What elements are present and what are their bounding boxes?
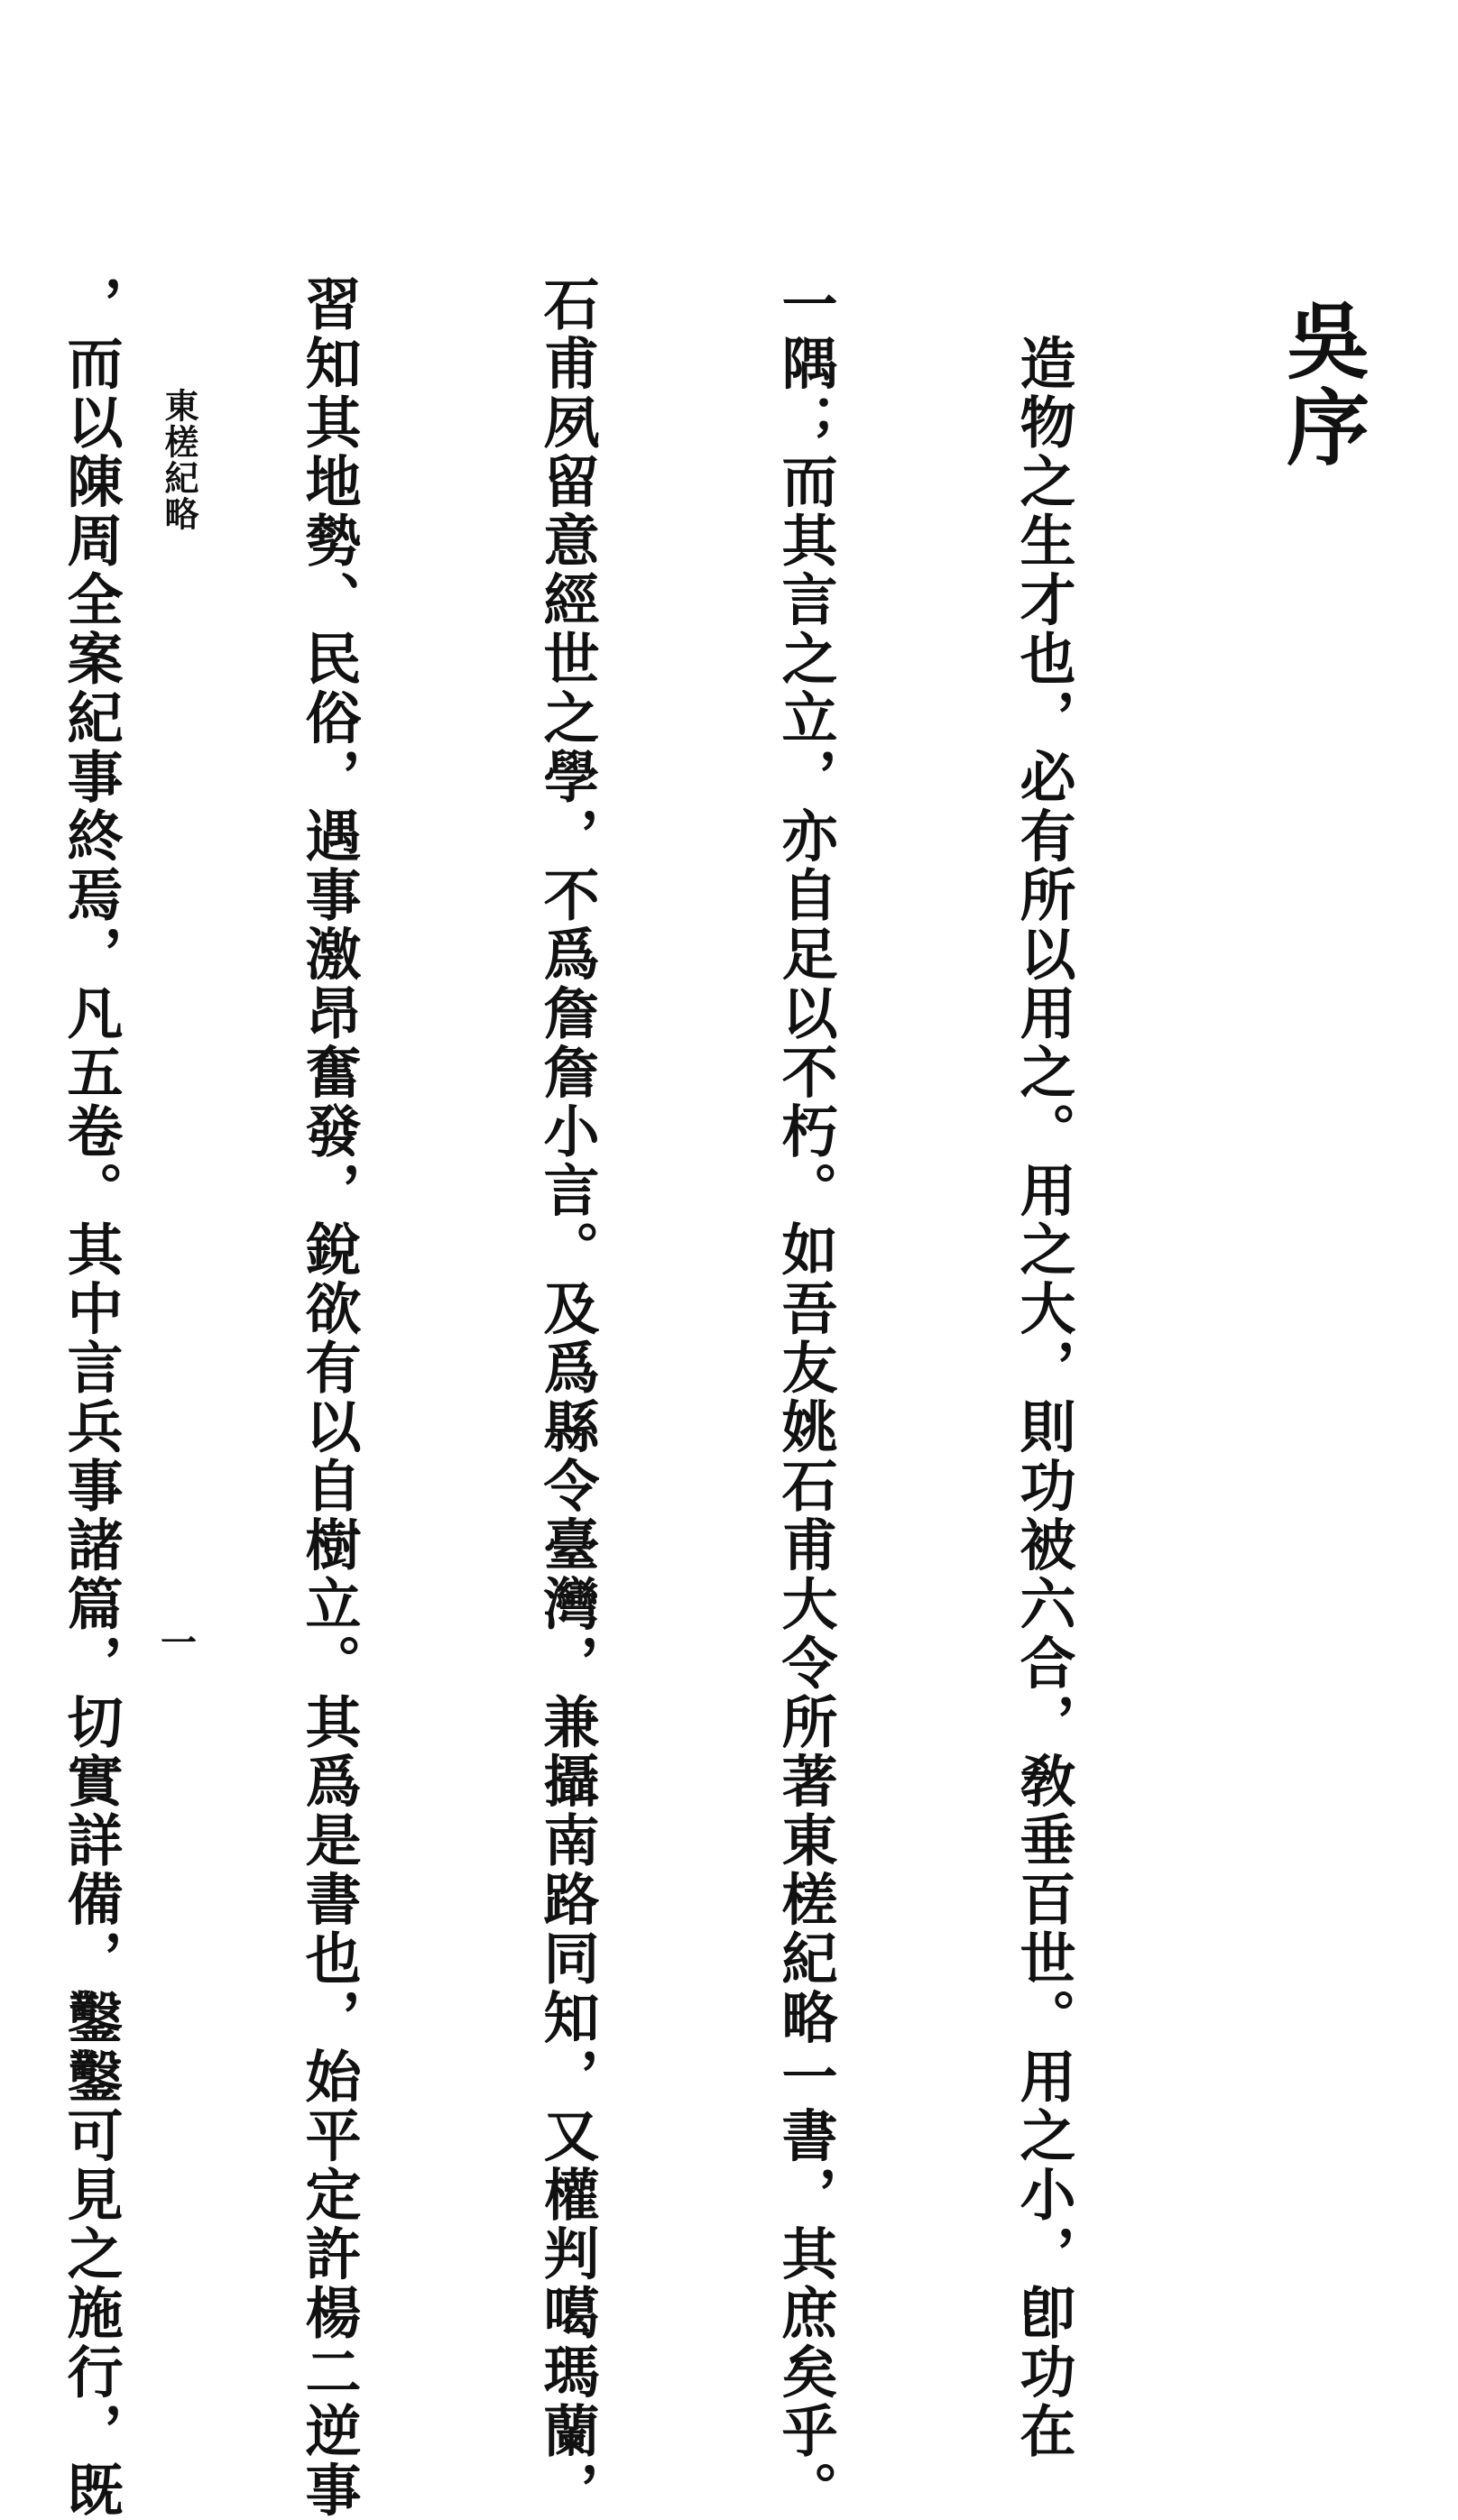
margin-book-title: 東槎紀略	[159, 388, 199, 532]
text-column: ，而以陳周全案紀事終焉，凡五卷。其中言兵事諸篇，切實詳備，鑿鑿可見之施行，既	[58, 275, 124, 2520]
text-column: 一隅；而其言之立，亦自足以不朽。如吾友姚石甫大令所著東槎紀略一書，其庶矣乎。	[772, 275, 838, 2520]
text-column: 造物之生才也，必有所以用之。用之大，則功被六合，敎垂百世。用之小，卽功在	[1010, 275, 1076, 2461]
preface-title: 吳序	[1273, 298, 1370, 471]
text-column: 石甫夙留意經世之學，不爲詹詹小言。及爲縣令臺灣，兼攝南路同知，又權判噶瑪蘭，	[534, 275, 600, 2520]
page-number: 一	[161, 1622, 197, 1664]
text-column: 習知其地勢、民俗，遇事激昂奮發，銳欲有以自樹立。其爲是書也，始平定許楊二逆事	[296, 275, 362, 2520]
